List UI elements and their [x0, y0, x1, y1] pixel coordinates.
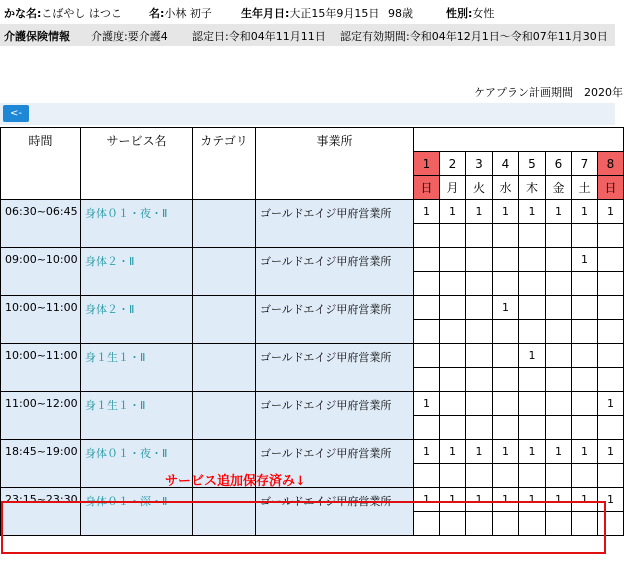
day-number: 7	[572, 152, 598, 176]
count-cell[interactable]: 1	[572, 440, 598, 464]
count-cell[interactable]: 1	[519, 200, 546, 224]
service-office-cell	[256, 392, 414, 440]
service-time: 10:00~11:00	[5, 349, 78, 362]
service-name-link[interactable]: 身１生１・Ⅱ	[85, 399, 146, 412]
count-cell[interactable]: 1	[572, 488, 598, 512]
count-cell[interactable]	[519, 296, 546, 320]
count-cell-sub[interactable]	[414, 368, 440, 392]
count-cell-sub[interactable]	[572, 464, 598, 488]
count-cell-sub[interactable]	[466, 512, 493, 536]
service-time-cell	[1, 200, 81, 248]
day-number: 2	[440, 152, 466, 176]
gender-label: 性別:	[446, 7, 473, 20]
weekday-label: 金	[546, 176, 572, 200]
weekday-label: 月	[440, 176, 466, 200]
count-cell-sub[interactable]	[519, 416, 546, 440]
count-cell[interactable]	[546, 344, 572, 368]
count-cell[interactable]: 1	[598, 392, 624, 416]
count-cell-sub[interactable]	[519, 272, 546, 296]
count-cell[interactable]: 1	[466, 440, 493, 464]
count-cell-sub[interactable]	[414, 320, 440, 344]
birth-field	[241, 5, 379, 21]
count-cell-sub[interactable]	[598, 320, 624, 344]
count-cell[interactable]: 1	[466, 200, 493, 224]
count-cell-sub[interactable]	[493, 320, 519, 344]
service-office-cell	[256, 488, 414, 536]
count-cell-sub[interactable]	[572, 368, 598, 392]
service-time: 23:15~23:30	[5, 493, 78, 506]
service-name-cell	[81, 392, 193, 440]
count-cell-sub[interactable]	[466, 272, 493, 296]
count-cell-sub[interactable]	[546, 320, 572, 344]
service-office: ゴールドエイジ甲府営業所	[260, 495, 392, 508]
count-cell[interactable]: 1	[519, 344, 546, 368]
service-office: ゴールドエイジ甲府営業所	[260, 447, 392, 460]
valid-period: 認定有効期間:令和04年12月1日～令和07年11月30日	[340, 30, 608, 43]
count-cell[interactable]	[572, 344, 598, 368]
count-cell-sub[interactable]	[598, 512, 624, 536]
count-cell-sub[interactable]	[546, 272, 572, 296]
count-cell-sub[interactable]	[598, 368, 624, 392]
count-cell-sub[interactable]	[572, 320, 598, 344]
count-cell-sub[interactable]	[598, 464, 624, 488]
service-row	[1, 440, 624, 464]
count-cell[interactable]: 1	[493, 440, 519, 464]
weekday-label: 日	[598, 176, 624, 200]
count-cell[interactable]: 1	[572, 248, 598, 272]
count-cell-sub[interactable]	[493, 464, 519, 488]
count-cell[interactable]	[598, 344, 624, 368]
service-time-cell	[1, 488, 81, 536]
service-name-link[interactable]: 身体０１・深・Ⅱ	[85, 495, 168, 508]
service-name-cell	[81, 200, 193, 248]
count-cell-sub[interactable]	[519, 512, 546, 536]
service-row	[1, 344, 624, 368]
service-office-cell	[256, 344, 414, 392]
count-cell[interactable]	[414, 296, 440, 320]
count-cell-sub[interactable]	[414, 464, 440, 488]
kana-label: かな名:	[4, 7, 42, 20]
count-cell-sub[interactable]	[466, 416, 493, 440]
insurance-info-bar	[0, 24, 615, 46]
day-number: 8	[598, 152, 624, 176]
day-number: 4	[493, 152, 519, 176]
patient-info-bar	[0, 0, 615, 24]
count-cell-sub[interactable]	[572, 416, 598, 440]
count-cell-sub[interactable]	[546, 512, 572, 536]
day-number: 1	[414, 152, 440, 176]
service-office-cell	[256, 200, 414, 248]
count-cell[interactable]	[493, 248, 519, 272]
service-time: 09:00~10:00	[5, 253, 78, 266]
service-category	[193, 296, 256, 344]
count-cell-sub[interactable]	[519, 368, 546, 392]
count-cell[interactable]	[493, 392, 519, 416]
count-cell[interactable]: 1	[440, 488, 466, 512]
service-time-cell	[1, 344, 81, 392]
count-cell[interactable]	[493, 344, 519, 368]
count-cell-sub[interactable]	[440, 416, 466, 440]
weekday-label: 木	[519, 176, 546, 200]
service-time-cell	[1, 248, 81, 296]
name-label: 名:	[149, 7, 165, 20]
service-name-cell	[81, 248, 193, 296]
count-cell[interactable]: 1	[493, 488, 519, 512]
service-time: 06:30~06:45	[5, 205, 78, 218]
weekday-label: 土	[572, 176, 598, 200]
count-cell[interactable]: 1	[598, 488, 624, 512]
service-name-link[interactable]: 身体２・Ⅱ	[85, 303, 135, 316]
count-cell-sub[interactable]	[572, 272, 598, 296]
count-cell-sub[interactable]	[546, 464, 572, 488]
insurance-title: 介護保険情報	[4, 30, 70, 43]
calendar-header-blank	[414, 128, 624, 152]
count-cell[interactable]: 1	[598, 200, 624, 224]
gender-field	[446, 5, 494, 21]
count-cell-sub[interactable]	[440, 320, 466, 344]
service-row	[1, 392, 624, 416]
count-cell-sub[interactable]	[598, 416, 624, 440]
kana-value: こばやし はつこ	[41, 7, 122, 20]
count-cell[interactable]	[572, 296, 598, 320]
saved-note: サービス追加保存済み↓	[165, 474, 306, 489]
count-cell-sub[interactable]	[493, 368, 519, 392]
count-cell-sub[interactable]	[466, 224, 493, 248]
count-cell[interactable]	[519, 248, 546, 272]
service-category	[193, 248, 256, 296]
service-office: ゴールドエイジ甲府営業所	[260, 399, 392, 412]
service-category	[193, 488, 256, 536]
weekday-label: 日	[414, 176, 440, 200]
count-cell[interactable]	[598, 248, 624, 272]
count-cell-sub[interactable]	[493, 512, 519, 536]
count-cell-sub[interactable]	[546, 416, 572, 440]
header-row	[1, 128, 624, 152]
col-header-time: 時間	[1, 128, 81, 200]
service-name-cell	[81, 296, 193, 344]
service-category	[193, 200, 256, 248]
count-cell[interactable]: 1	[414, 200, 440, 224]
count-cell[interactable]	[546, 296, 572, 320]
count-cell-sub[interactable]	[493, 272, 519, 296]
back-button[interactable]: <-	[3, 105, 29, 122]
col-header-office: 事業所	[256, 128, 414, 200]
service-category	[193, 344, 256, 392]
age-value: 98歳	[388, 7, 413, 20]
count-cell-sub[interactable]	[519, 224, 546, 248]
weekday-label: 水	[493, 176, 519, 200]
schedule-table	[0, 127, 624, 536]
count-cell-sub[interactable]	[493, 416, 519, 440]
service-office-cell	[256, 296, 414, 344]
count-cell[interactable]: 1	[572, 200, 598, 224]
count-cell-sub[interactable]	[598, 224, 624, 248]
count-cell-sub[interactable]	[466, 368, 493, 392]
count-cell[interactable]	[466, 296, 493, 320]
weekday-label: 火	[466, 176, 493, 200]
count-cell[interactable]: 1	[493, 200, 519, 224]
service-time-cell	[1, 392, 81, 440]
count-cell-sub[interactable]	[546, 368, 572, 392]
name-value: 小林 初子	[164, 7, 212, 20]
service-office: ゴールドエイジ甲府営業所	[260, 351, 392, 364]
service-office: ゴールドエイジ甲府営業所	[260, 303, 392, 316]
name-field	[149, 5, 212, 21]
count-cell-sub[interactable]	[440, 464, 466, 488]
toolbar	[0, 103, 615, 125]
count-cell-sub[interactable]	[572, 224, 598, 248]
count-cell[interactable]: 1	[414, 488, 440, 512]
col-header-category: カテゴリ	[193, 128, 256, 200]
count-cell-sub[interactable]	[519, 320, 546, 344]
count-cell[interactable]	[466, 248, 493, 272]
service-name-link[interactable]: 身体０１・夜・Ⅱ	[85, 447, 168, 460]
birth-label: 生年月日:	[241, 7, 290, 20]
count-cell-sub[interactable]	[414, 416, 440, 440]
service-name-link[interactable]: 身体２・Ⅱ	[85, 255, 135, 268]
count-cell[interactable]	[414, 344, 440, 368]
count-cell[interactable]: 1	[519, 440, 546, 464]
count-cell-sub[interactable]	[546, 224, 572, 248]
count-cell[interactable]	[440, 344, 466, 368]
count-cell-sub[interactable]	[466, 320, 493, 344]
col-header-service: サービス名	[81, 128, 193, 200]
count-cell-sub[interactable]	[493, 224, 519, 248]
day-number: 3	[466, 152, 493, 176]
count-cell[interactable]	[440, 392, 466, 416]
count-cell[interactable]	[440, 248, 466, 272]
service-row	[1, 296, 624, 320]
service-office-cell	[256, 248, 414, 296]
count-cell-sub[interactable]	[519, 464, 546, 488]
count-cell-sub[interactable]	[414, 512, 440, 536]
count-cell[interactable]: 1	[414, 392, 440, 416]
service-time: 18:45~19:00	[5, 445, 78, 458]
service-name-cell	[81, 344, 193, 392]
count-cell[interactable]: 1	[598, 440, 624, 464]
count-cell[interactable]	[572, 392, 598, 416]
kana-field	[4, 5, 122, 21]
count-cell[interactable]: 1	[546, 440, 572, 464]
service-name-link[interactable]: 身体０１・夜・Ⅱ	[85, 207, 168, 220]
count-cell-sub[interactable]	[598, 272, 624, 296]
day-number: 6	[546, 152, 572, 176]
count-cell[interactable]: 1	[466, 488, 493, 512]
count-cell[interactable]: 1	[546, 200, 572, 224]
count-cell[interactable]: 1	[414, 440, 440, 464]
count-cell[interactable]: 1	[493, 296, 519, 320]
count-cell[interactable]: 1	[440, 440, 466, 464]
count-cell-sub[interactable]	[440, 368, 466, 392]
count-cell[interactable]: 1	[546, 488, 572, 512]
count-cell[interactable]: 1	[519, 488, 546, 512]
count-cell[interactable]	[466, 344, 493, 368]
service-time: 10:00~11:00	[5, 301, 78, 314]
care-level: 介護度:要介護4	[91, 30, 168, 43]
day-number: 5	[519, 152, 546, 176]
count-cell-sub[interactable]	[440, 224, 466, 248]
service-time-cell	[1, 440, 81, 488]
count-cell-sub[interactable]	[414, 272, 440, 296]
service-category	[193, 392, 256, 440]
service-time: 11:00~12:00	[5, 397, 78, 410]
service-row	[1, 488, 624, 512]
service-office: ゴールドエイジ甲府営業所	[260, 255, 392, 268]
count-cell[interactable]	[546, 392, 572, 416]
count-cell[interactable]	[466, 392, 493, 416]
count-cell[interactable]	[598, 296, 624, 320]
service-row	[1, 248, 624, 272]
count-cell-sub[interactable]	[414, 224, 440, 248]
count-cell-sub[interactable]	[440, 272, 466, 296]
count-cell-sub[interactable]	[440, 512, 466, 536]
count-cell-sub[interactable]	[572, 512, 598, 536]
service-name-cell	[81, 488, 193, 536]
service-name-link[interactable]: 身１生１・Ⅱ	[85, 351, 146, 364]
count-cell[interactable]: 1	[440, 200, 466, 224]
service-row	[1, 200, 624, 224]
count-cell[interactable]	[519, 392, 546, 416]
birth-value: 大正15年9月15日	[289, 7, 380, 20]
count-cell-sub[interactable]	[466, 464, 493, 488]
count-cell[interactable]	[414, 248, 440, 272]
service-office: ゴールドエイジ甲府営業所	[260, 207, 392, 220]
service-time-cell	[1, 296, 81, 344]
count-cell[interactable]	[546, 248, 572, 272]
gender-value: 女性	[472, 7, 495, 20]
careplan-period: ケアプラン計画期間 2020年	[474, 86, 623, 99]
cert-date: 認定日:令和04年11月11日	[192, 30, 326, 43]
count-cell[interactable]	[440, 296, 466, 320]
